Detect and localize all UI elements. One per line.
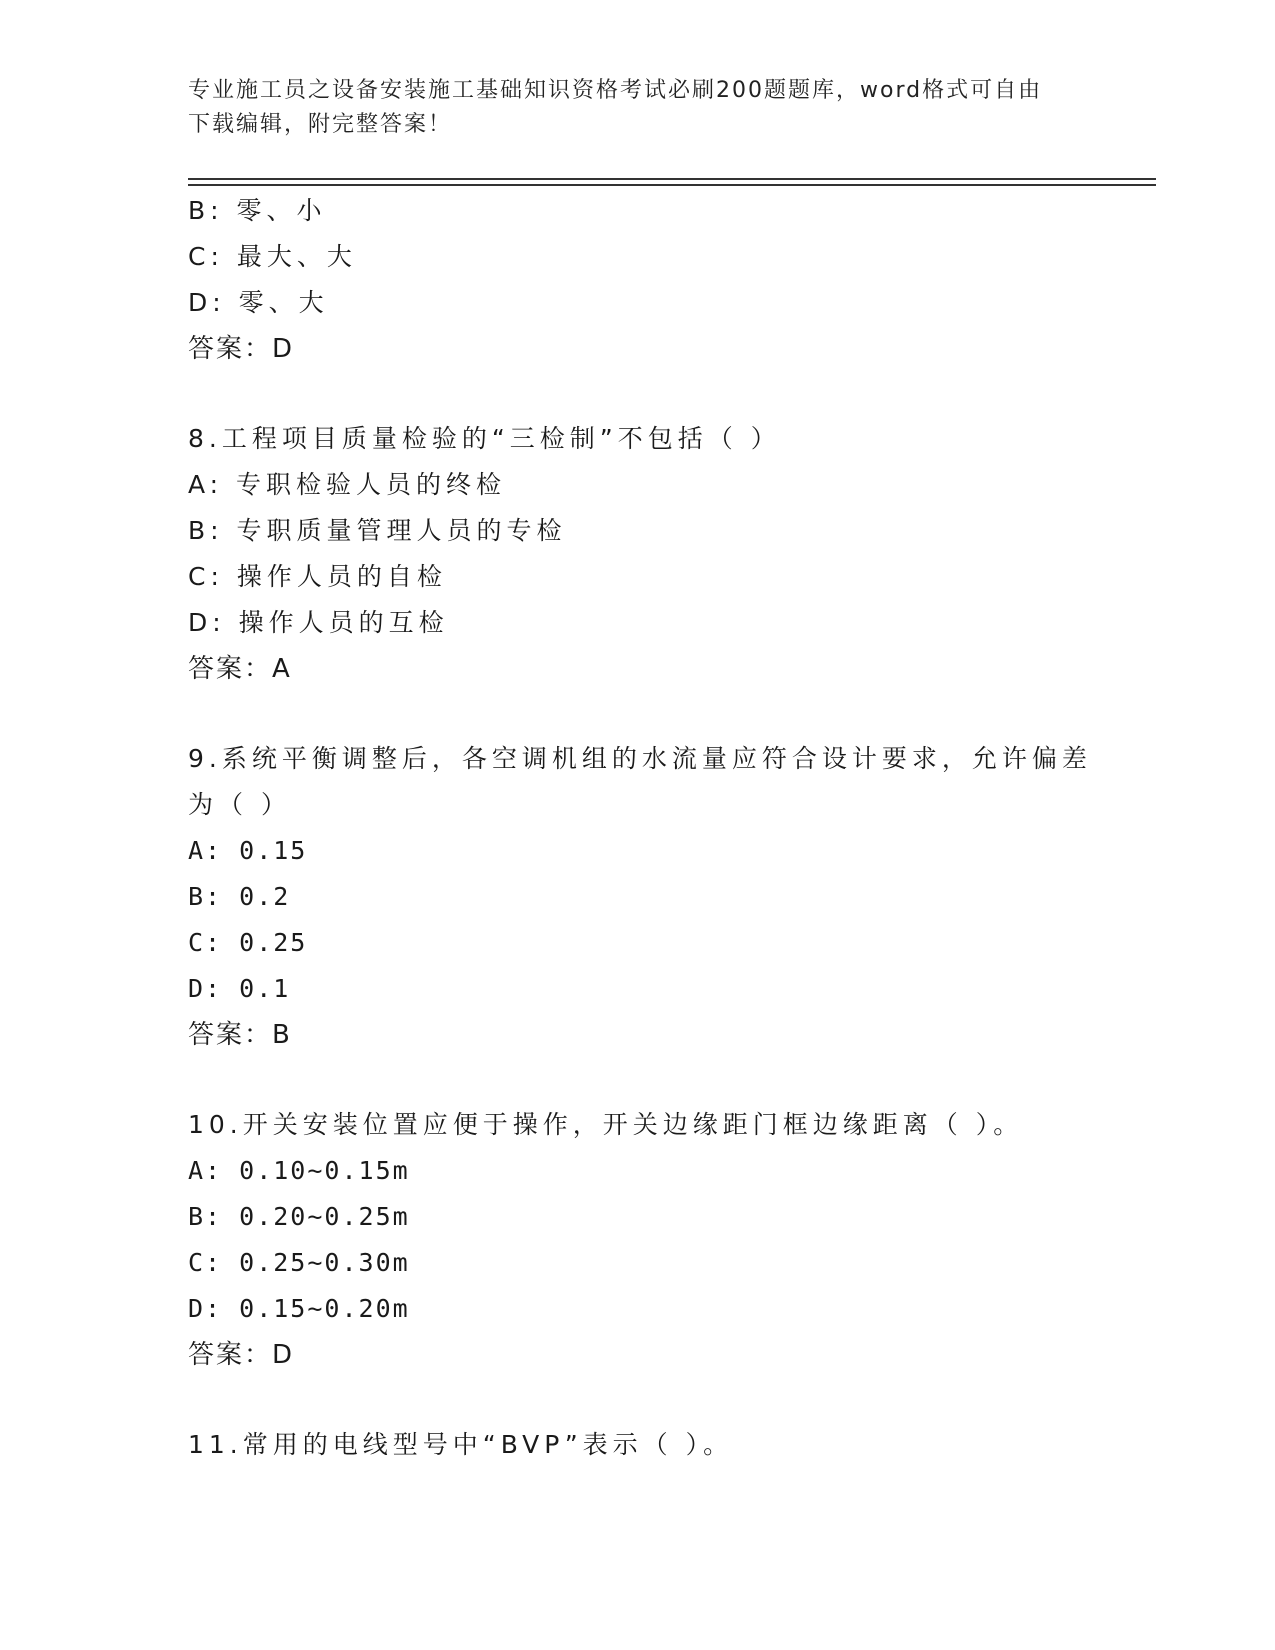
question-stem: 10.开关安装位置应便于操作，开关边缘距门框边缘距离（ ）。 [188, 1110, 1024, 1139]
option-a: A: 0.10~0.15m [188, 1156, 410, 1185]
answer-line: 答案：D [188, 334, 295, 364]
question-stem-line-2: 为（ ） [188, 790, 291, 819]
option-d: D: 操作人员的互检 [188, 608, 449, 637]
option-a: A: 0.15 [188, 836, 308, 865]
document-title-line-2: 下载编辑，附完整答案！ [188, 112, 453, 137]
option-a: A: 专职检验人员的终检 [188, 470, 507, 499]
question-block-9 [188, 736, 1156, 1058]
option-c: C: 操作人员的自检 [188, 562, 447, 591]
option-d: D: 0.1 [188, 974, 291, 1003]
question-block-8 [188, 416, 1156, 692]
option-c: C: 0.25~0.30m [188, 1248, 410, 1277]
question-gap [188, 692, 1156, 736]
header-rule-bottom [188, 184, 1156, 186]
document-title-line-1: 专业施工员之设备安装施工基础知识资格考试必刷200题题库，word格式可自由 [188, 78, 1043, 103]
option-b: B: 0.20~0.25m [188, 1202, 410, 1231]
question-gap [188, 1378, 1156, 1422]
question-list [188, 188, 1156, 1468]
question-block-7 [188, 188, 1156, 372]
question-stem-line-1: 9.系统平衡调整后，各空调机组的水流量应符合设计要求，允许偏差 [188, 744, 1092, 773]
question-stem: 8.工程项目质量检验的“三检制”不包括（ ） [188, 424, 781, 453]
option-c: C: 0.25 [188, 928, 308, 957]
header-rule-top [188, 178, 1156, 180]
option-b: B: 零、小 [188, 196, 327, 225]
answer-line: 答案：D [188, 1340, 295, 1370]
question-block-11 [188, 1422, 1156, 1468]
option-d: D: 零、大 [188, 288, 329, 317]
option-c: C: 最大、大 [188, 242, 357, 271]
answer-line: 答案：B [188, 1020, 292, 1050]
option-d: D: 0.15~0.20m [188, 1294, 410, 1323]
question-gap [188, 1058, 1156, 1102]
document-title [188, 74, 1088, 142]
answer-line: 答案：A [188, 654, 292, 684]
question-block-10 [188, 1102, 1156, 1378]
question-gap [188, 372, 1156, 416]
option-b: B: 0.2 [188, 882, 291, 911]
question-stem: 11.常用的电线型号中“BVP”表示（ ）。 [188, 1430, 734, 1459]
option-b: B: 专职质量管理人员的专检 [188, 516, 567, 545]
